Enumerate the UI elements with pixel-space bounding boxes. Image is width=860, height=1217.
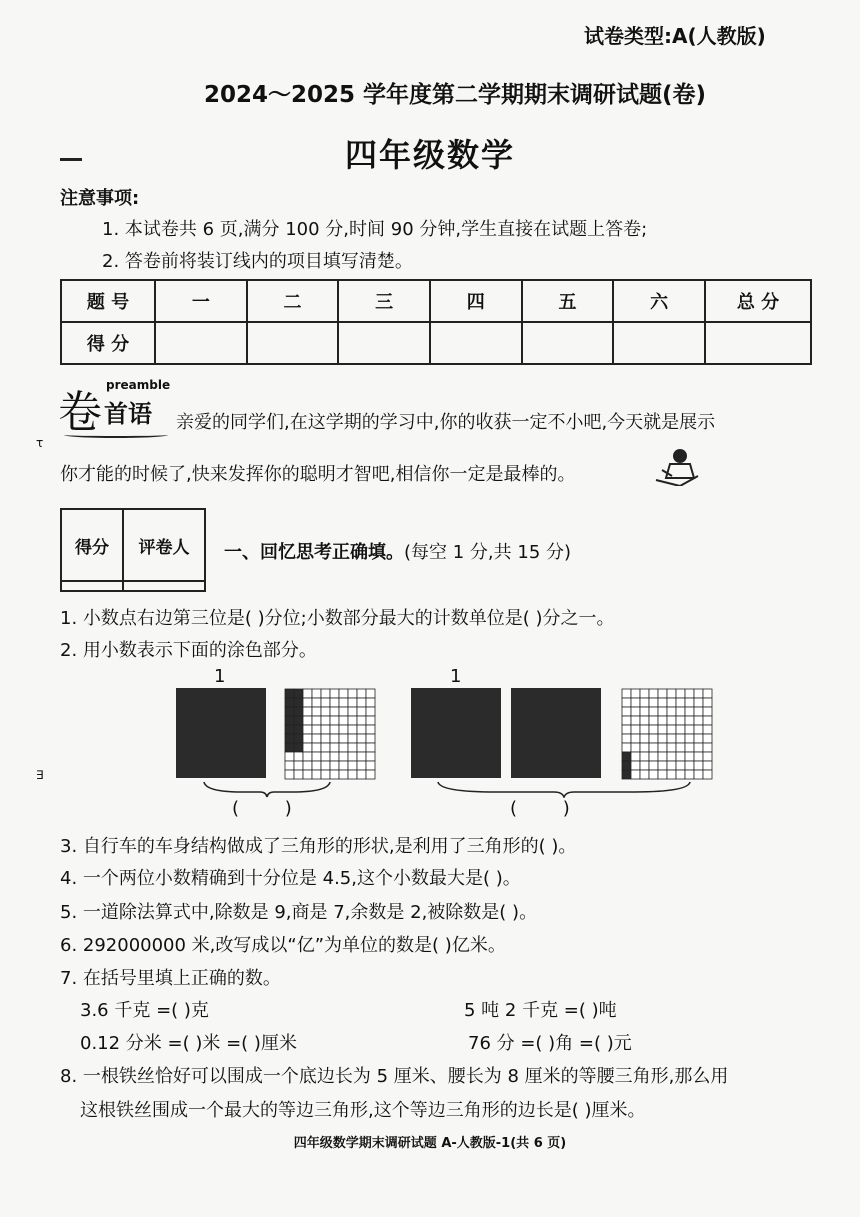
grid-cell <box>685 752 694 761</box>
question-7b: 5 吨 2 千克 =( )吨 <box>464 1000 617 1021</box>
grid-cell <box>622 689 631 698</box>
grid-cell <box>339 707 348 716</box>
score-cell[interactable] <box>613 322 705 364</box>
score-table-col-6: 六 <box>613 280 705 322</box>
grid-cell <box>703 725 712 734</box>
grid-cell <box>658 770 667 779</box>
grid-cell <box>640 725 649 734</box>
grid-cell <box>676 725 685 734</box>
exam-title: 2024～2025 学年度第二学期期末调研试题(卷) <box>203 82 707 108</box>
score-table-header-row <box>61 280 811 322</box>
grid-cell <box>622 698 631 707</box>
grid-cell <box>366 734 375 743</box>
preamble-text-line-2: 你才能的时候了,快来发挥你的聪明才智吧,相信你一定是最棒的。 <box>60 464 576 485</box>
grid-cell <box>330 716 339 725</box>
q2-answer-a[interactable]: ( ) <box>232 798 292 819</box>
grid-cell <box>357 689 366 698</box>
grid-cell <box>649 752 658 761</box>
grid-cell <box>667 707 676 716</box>
grid-cell <box>667 770 676 779</box>
grid-cell <box>631 716 640 725</box>
grid-cell <box>348 761 357 770</box>
grid-cell <box>285 734 294 743</box>
grid-cell <box>694 743 703 752</box>
q2-full-square-b1 <box>411 688 501 778</box>
grid-cell <box>676 707 685 716</box>
grader-box <box>60 508 206 592</box>
grid-cell <box>667 743 676 752</box>
grid-cell <box>658 716 667 725</box>
grid-cell <box>312 761 321 770</box>
grid-cell <box>330 698 339 707</box>
grid-cell <box>321 752 330 761</box>
grid-cell <box>631 761 640 770</box>
question-8-line-2: 这根铁丝围成一个最大的等边三角形,这个等边三角形的边长是( )厘米。 <box>80 1100 646 1121</box>
grid-cell <box>703 743 712 752</box>
grid-cell <box>667 716 676 725</box>
score-row-label: 得 分 <box>61 322 155 364</box>
grid-cell <box>339 716 348 725</box>
grid-cell <box>366 698 375 707</box>
grid-cell <box>357 716 366 725</box>
grid-cell <box>321 770 330 779</box>
grid-cell <box>357 698 366 707</box>
grid-cell <box>294 707 303 716</box>
score-table-col-5: 五 <box>522 280 614 322</box>
grid-cell <box>348 734 357 743</box>
grid-cell <box>676 761 685 770</box>
grid-cell <box>312 707 321 716</box>
grid-cell <box>294 743 303 752</box>
grid-cell <box>321 689 330 698</box>
grid-cell <box>321 725 330 734</box>
grid-cell <box>303 734 312 743</box>
student-writing-icon <box>650 446 700 490</box>
grid-cell <box>658 734 667 743</box>
grader-name-cell[interactable] <box>123 581 205 591</box>
grid-cell <box>339 761 348 770</box>
grid-cell <box>312 725 321 734</box>
grid-cell <box>321 716 330 725</box>
margin-mark: ∃ <box>36 768 44 782</box>
grid-cell <box>622 770 631 779</box>
grid-cell <box>348 707 357 716</box>
grid-cell <box>622 734 631 743</box>
grid-cell <box>622 743 631 752</box>
question-1: 1. 小数点右边第三位是( )分位;小数部分最大的计数单位是( )分之一。 <box>60 608 615 629</box>
preamble-logo-en: preamble <box>106 378 171 392</box>
score-table-score-row <box>61 322 811 364</box>
grid-cell <box>312 734 321 743</box>
grid-cell <box>703 761 712 770</box>
score-cell[interactable] <box>522 322 614 364</box>
grid-cell <box>294 698 303 707</box>
grid-cell <box>366 725 375 734</box>
grid-cell <box>649 743 658 752</box>
grid-cell <box>357 761 366 770</box>
q2-full-square-b2 <box>511 688 601 778</box>
grid-cell <box>703 707 712 716</box>
grid-cell <box>303 752 312 761</box>
page-footer: 四年级数学期末调研试题 A-人教版-1(共 6 页) <box>293 1136 567 1151</box>
grid-cell <box>676 716 685 725</box>
grid-cell <box>303 689 312 698</box>
grid-cell <box>366 752 375 761</box>
grid-cell <box>703 752 712 761</box>
question-5: 5. 一道除法算式中,除数是 9,商是 7,余数是 2,被除数是( )。 <box>60 902 538 923</box>
grid-cell <box>321 743 330 752</box>
grid-cell <box>294 770 303 779</box>
grid-cell <box>694 707 703 716</box>
grid-cell <box>285 770 294 779</box>
grid-cell <box>649 716 658 725</box>
grid-cell <box>694 770 703 779</box>
grid-cell <box>685 707 694 716</box>
grid-cell <box>649 770 658 779</box>
grid-cell <box>631 725 640 734</box>
grid-cell <box>357 734 366 743</box>
grid-cell <box>685 689 694 698</box>
grid-cell <box>303 743 312 752</box>
score-cell[interactable] <box>247 322 339 364</box>
grid-cell <box>649 689 658 698</box>
grid-cell <box>658 752 667 761</box>
grid-cell <box>685 761 694 770</box>
q2-grid-a <box>284 688 376 784</box>
grid-cell <box>348 725 357 734</box>
scan-mark <box>60 158 82 161</box>
grid-cell <box>649 698 658 707</box>
question-7: 7. 在括号里填上正确的数。 <box>60 968 281 989</box>
question-2: 2. 用小数表示下面的涂色部分。 <box>60 640 317 661</box>
question-3: 3. 自行车的车身结构做成了三角形的形状,是利用了三角形的( )。 <box>60 836 577 857</box>
grid-cell <box>658 743 667 752</box>
grid-cell <box>312 743 321 752</box>
section-1-title: 一、回忆思考正确填。 <box>224 542 404 563</box>
grid-cell <box>631 698 640 707</box>
grid-cell <box>330 752 339 761</box>
grid-cell <box>348 716 357 725</box>
grid-cell <box>285 698 294 707</box>
score-cell[interactable] <box>338 322 430 364</box>
grid-cell <box>312 689 321 698</box>
grid-cell <box>339 752 348 761</box>
grid-cell <box>357 707 366 716</box>
grid-cell <box>339 734 348 743</box>
grid-cell <box>640 698 649 707</box>
grid-cell <box>640 770 649 779</box>
grid-cell <box>348 770 357 779</box>
grid-cell <box>321 707 330 716</box>
grid-cell <box>622 716 631 725</box>
margin-mark: τ <box>36 436 44 450</box>
grid-cell <box>694 698 703 707</box>
grid-cell <box>658 698 667 707</box>
grid-cell <box>366 743 375 752</box>
grid-cell <box>658 689 667 698</box>
grid-cell <box>357 770 366 779</box>
grid-cell <box>694 689 703 698</box>
grid-cell <box>330 770 339 779</box>
grid-cell <box>685 770 694 779</box>
grid-cell <box>321 698 330 707</box>
exam-type: 试卷类型:A(人教版) <box>584 24 766 48</box>
grid-cell <box>685 734 694 743</box>
grid-cell <box>330 761 339 770</box>
grader-name-label: 评卷人 <box>123 509 205 581</box>
grid-cell <box>312 698 321 707</box>
preamble-logo <box>58 374 178 440</box>
grid-cell <box>694 761 703 770</box>
question-8-line-1: 8. 一根铁丝恰好可以围成一个底边长为 5 厘米、腰长为 8 厘米的等腰三角形,那么用 <box>60 1066 729 1087</box>
grid-cell <box>330 743 339 752</box>
grid-cell <box>366 761 375 770</box>
score-table-label: 题 号 <box>61 280 155 322</box>
grid-cell <box>339 770 348 779</box>
grid-cell <box>339 725 348 734</box>
grid-cell <box>622 752 631 761</box>
grid-cell <box>631 770 640 779</box>
grid-cell <box>640 734 649 743</box>
grid-cell <box>285 707 294 716</box>
grid-cell <box>294 734 303 743</box>
grid-cell <box>366 689 375 698</box>
grid-cell <box>685 698 694 707</box>
grid-cell <box>285 761 294 770</box>
grid-cell <box>694 716 703 725</box>
grid-cell <box>366 716 375 725</box>
grid-cell <box>303 707 312 716</box>
grid-cell <box>312 770 321 779</box>
preamble-text-line-1: 亲爱的同学们,在这学期的学习中,你的收获一定不小吧,今天就是展示 <box>176 412 716 433</box>
preamble-logo-underline <box>64 432 168 438</box>
grid-cell <box>667 698 676 707</box>
question-7d: 76 分 =( )角 =( )元 <box>468 1033 632 1054</box>
grid-cell <box>703 716 712 725</box>
grid-cell <box>303 716 312 725</box>
grid-cell <box>330 734 339 743</box>
grid-cell <box>667 689 676 698</box>
score-table-col-2: 二 <box>247 280 339 322</box>
grid-cell <box>685 743 694 752</box>
grid-cell <box>658 725 667 734</box>
grid-cell <box>330 689 339 698</box>
grid-cell <box>667 752 676 761</box>
grid-cell <box>330 707 339 716</box>
grid-cell <box>703 689 712 698</box>
grid-cell <box>631 752 640 761</box>
question-4: 4. 一个两位小数精确到十分位是 4.5,这个小数最大是( )。 <box>60 868 521 889</box>
grid-cell <box>622 707 631 716</box>
grid-cell <box>703 734 712 743</box>
grid-cell <box>312 752 321 761</box>
grid-cell <box>694 734 703 743</box>
grid-cell <box>676 752 685 761</box>
score-table-col-1: 一 <box>155 280 247 322</box>
preamble-logo-char: 卷 <box>58 387 102 438</box>
grid-cell <box>631 707 640 716</box>
grid-cell <box>685 716 694 725</box>
grid-cell <box>357 743 366 752</box>
grid-cell <box>285 752 294 761</box>
grid-cell <box>294 725 303 734</box>
q2-label-a: 1 <box>214 666 226 687</box>
grid-cell <box>312 716 321 725</box>
grid-cell <box>294 761 303 770</box>
score-table-col-4: 四 <box>430 280 522 322</box>
section-1-heading <box>224 538 571 564</box>
grid-cell <box>640 707 649 716</box>
grid-cell <box>640 743 649 752</box>
grid-cell <box>285 725 294 734</box>
grid-cell <box>285 716 294 725</box>
grid-cell <box>294 752 303 761</box>
grid-cell <box>640 752 649 761</box>
grid-cell <box>357 752 366 761</box>
subject-title: 四年级数学 <box>344 136 515 174</box>
grid-cell <box>622 725 631 734</box>
q2-full-square-a <box>176 688 266 778</box>
question-7a: 3.6 千克 =( )克 <box>80 1000 209 1021</box>
notes-item-1: 1. 本试卷共 6 页,满分 100 分,时间 90 分钟,学生直接在试题上答卷; <box>102 219 648 240</box>
grid-cell <box>330 725 339 734</box>
grid-cell <box>285 689 294 698</box>
grid-cell <box>649 707 658 716</box>
grid-cell <box>667 761 676 770</box>
score-cell[interactable] <box>155 322 247 364</box>
grid-cell <box>321 734 330 743</box>
grid-cell <box>676 770 685 779</box>
question-6: 6. 292000000 米,改写成以“亿”为单位的数是( )亿米。 <box>60 935 506 956</box>
grid-cell <box>631 689 640 698</box>
grader-score-label: 得分 <box>61 509 123 581</box>
notes-heading: 注意事项: <box>60 188 140 209</box>
section-1-points: (每空 1 分,共 15 分) <box>404 542 572 563</box>
grid-cell <box>321 761 330 770</box>
notes-item-2: 2. 答卷前将装订线内的项目填写清楚。 <box>102 251 413 272</box>
grid-cell <box>366 770 375 779</box>
preamble-logo-word: 首语 <box>104 400 152 428</box>
score-cell[interactable] <box>705 322 811 364</box>
grid-cell <box>348 752 357 761</box>
grid-cell <box>658 761 667 770</box>
grid-cell <box>303 698 312 707</box>
grid-cell <box>640 689 649 698</box>
grid-cell <box>339 743 348 752</box>
score-cell[interactable] <box>430 322 522 364</box>
grid-cell <box>348 743 357 752</box>
score-table <box>60 279 812 365</box>
grid-cell <box>685 725 694 734</box>
grid-cell <box>631 734 640 743</box>
grid-cell <box>703 698 712 707</box>
grid-cell <box>649 734 658 743</box>
grid-cell <box>303 761 312 770</box>
grid-cell <box>703 770 712 779</box>
grid-cell <box>348 698 357 707</box>
grid-cell <box>640 716 649 725</box>
grid-cell <box>631 743 640 752</box>
grid-cell <box>667 734 676 743</box>
grid-cell <box>285 743 294 752</box>
grid-cell <box>676 734 685 743</box>
q2-label-b: 1 <box>450 666 462 687</box>
grid-cell <box>676 743 685 752</box>
grid-cell <box>694 725 703 734</box>
grid-cell <box>667 725 676 734</box>
grid-cell <box>676 698 685 707</box>
grid-cell <box>694 752 703 761</box>
grid-cell <box>339 689 348 698</box>
score-table-total: 总 分 <box>705 280 811 322</box>
grid-cell <box>303 770 312 779</box>
grid-cell <box>640 761 649 770</box>
grid-cell <box>676 689 685 698</box>
grid-cell <box>294 689 303 698</box>
grid-cell <box>357 725 366 734</box>
grid-cell <box>649 761 658 770</box>
grid-cell <box>622 761 631 770</box>
question-7c: 0.12 分米 =( )米 =( )厘米 <box>80 1033 297 1054</box>
grader-score-cell[interactable] <box>61 581 123 591</box>
grid-cell <box>348 689 357 698</box>
q2-answer-b[interactable]: ( ) <box>510 798 570 819</box>
grid-cell <box>339 698 348 707</box>
score-table-col-3: 三 <box>338 280 430 322</box>
grid-cell <box>649 725 658 734</box>
grid-cell <box>366 707 375 716</box>
q2-grid-b <box>621 688 713 784</box>
grid-cell <box>294 716 303 725</box>
grid-cell <box>658 707 667 716</box>
grid-cell <box>303 725 312 734</box>
